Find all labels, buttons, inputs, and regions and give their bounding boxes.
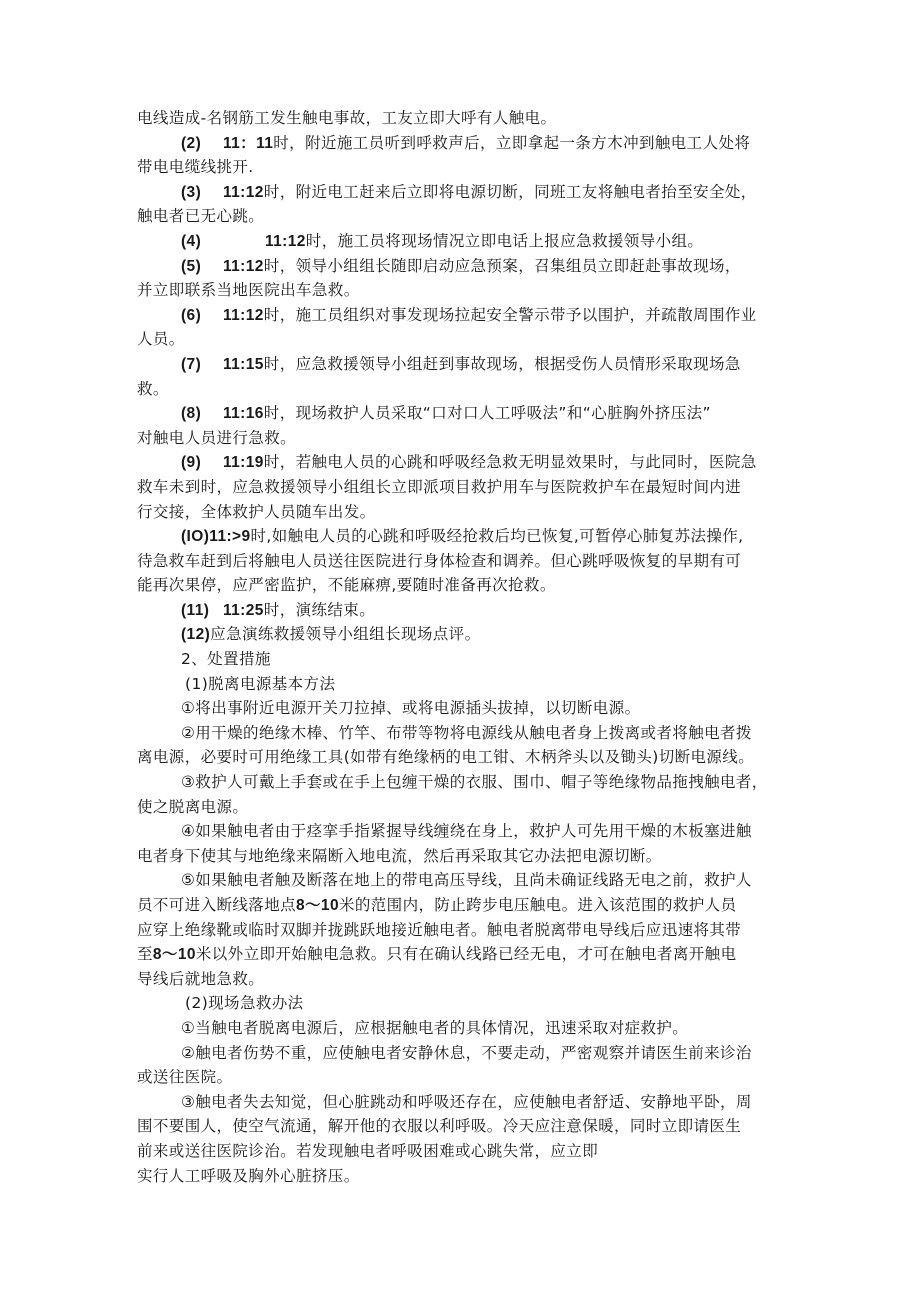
text-line: 应急演练救援领导小组组长现场点评。 <box>210 625 481 644</box>
text-line: 并立即联系当地医院出车急救。 <box>137 281 360 300</box>
text-line: 或送往医院。 <box>137 1068 233 1087</box>
step-number: (8) <box>181 405 202 423</box>
text-line: 导线后就地急救。 <box>137 969 265 988</box>
text-line: ④如果触电者由于痉挛手指紧握导线缠绕在身上，救护人可先用干燥的木板塞进触 <box>181 822 752 841</box>
text-line: 触电者已无心跳。 <box>137 207 265 226</box>
step-time: 11:19 <box>223 454 264 472</box>
step-time: 11:12 <box>265 232 306 250</box>
range-value: 8〜10 <box>296 897 339 914</box>
text-line: ②用干燥的绝缘木棒、竹竿、布带等物将电源线从触电者身上拨离或者将触电者拨 <box>181 723 752 742</box>
step-5 <box>137 254 797 279</box>
text-line: 救车未到时，应急救援领导小组组长立即派项目救护用车与医院救护车在最短时间内进 <box>137 477 742 496</box>
step-time: 11:15 <box>223 355 264 373</box>
step-time: 11:12 <box>223 306 264 324</box>
text-line: 时，应急救援领导小组赶到事故现场，根据受伤人员情形采取现场急 <box>263 354 741 373</box>
subsection-heading: (2)现场急救办法 <box>185 994 304 1013</box>
step-time: 11：11 <box>223 134 274 152</box>
text-line: 待急救车赶到后将触电人员送往医院进行身体检查和调养。但心跳呼吸恢复的早期有可 <box>137 551 742 570</box>
text-line: 时，现场救护人员采取“口对口人工呼吸法”和“心脏胸外挤压法” <box>263 404 711 423</box>
text-line: 时，附近电工赶来后立即将电源切断，同班工友将触电者抬至安全处， <box>263 182 757 201</box>
text-line: ③触电者失去知觉，但心脏跳动和呼吸还存在，应使触电者舒适、安静地平卧，周 <box>181 1092 752 1111</box>
text-line: 行交接，全体救护人员随车出发。 <box>137 502 376 521</box>
text-line: 使之脱离电源。 <box>137 797 249 816</box>
step-number: (7) <box>181 355 202 373</box>
text-line <box>137 942 797 967</box>
text-line: 救。 <box>137 379 169 398</box>
step-4 <box>137 229 797 254</box>
text-line: ①将出事附近电源开关刀拉掉、或将电源插头拔掉，以切断电源。 <box>181 699 641 718</box>
step-3 <box>137 180 797 205</box>
step-8 <box>137 401 797 426</box>
step-6 <box>137 303 797 328</box>
step-number: (11) <box>181 601 210 619</box>
text-line: 应穿上绝缘靴或临时双脚并拢跳跃地接近触电者。触电者脱离带电导线后应迅速将其带 <box>137 920 742 939</box>
step-number: (3) <box>181 183 202 201</box>
text-line: 时，若触电人员的心跳和呼吸经急救无明显效果时，与此同时，医院急 <box>263 453 757 472</box>
step-time: 11:25 <box>223 601 264 619</box>
text-line: 电线造成-名钢筋工发生触电事故，工友立即大呼有人触电。 <box>137 109 557 127</box>
step-number: (6) <box>181 306 202 324</box>
step-time: 11:12 <box>223 183 264 201</box>
text-line: 时，演练结束。 <box>263 600 376 619</box>
text-line: 时,如触电人员的心跳和呼吸经抢救后均已恢复,可暂停心肺复苏法操作, <box>250 527 744 546</box>
step-9 <box>137 450 797 475</box>
document-page <box>137 106 797 1188</box>
text-line: 时，附近施工员听到呼救声后，立即拿起一条方木冲到触电工人处将 <box>273 133 751 152</box>
text-line: 时，施工员将现场情况立即电话上报应急救援领导小组。 <box>305 231 704 250</box>
text-line: ③救护人可戴上手套或在手上包缠干燥的衣服、围巾、帽子等绝缘物品拖拽触电者， <box>181 773 768 792</box>
text-line: 人员。 <box>137 330 185 349</box>
text-line: 时，施工员组织对事发现场拉起安全警示带予以围护，并疏散周围作业 <box>263 305 757 324</box>
text-segment: 至 <box>137 945 153 964</box>
step-time: 11:16 <box>223 405 264 423</box>
subsection-heading: (1)脱离电源基本方法 <box>185 674 336 693</box>
text-line: ②触电者伤势不重，应使触电者安静休息，不要走动，严密观察并请医生前来诊治 <box>181 1043 752 1062</box>
text-line <box>137 893 797 918</box>
step-12 <box>137 622 797 647</box>
text-line: ⑤如果触电者触及断落在地上的带电高压导线，且尚未确证线路无电之前，救护人 <box>181 871 752 890</box>
step-7 <box>137 352 797 377</box>
text-line: 实行人工呼吸及胸外心脏挤压。 <box>137 1166 360 1185</box>
step-number: (4) <box>181 232 202 250</box>
text-segment: 员不可进入断线落地点 <box>137 896 297 914</box>
step-number: (5) <box>181 257 202 275</box>
step-time: 11:12 <box>223 257 264 275</box>
step-2 <box>137 131 797 156</box>
section-heading: 2、处置措施 <box>181 650 271 669</box>
text-line: 对触电人员进行急救。 <box>137 428 297 447</box>
text-line: ①当触电者脱离电源后，应根据触电者的具体情况，迅速采取对症救护。 <box>181 1018 689 1037</box>
text-segment: 米以外立即开始触电急救。只有在确认线路已经无电，才可在触电者离开触电 <box>195 945 737 964</box>
text-line: 能再次果停，应严密监护，不能麻痹,要随时准备再次抢救。 <box>137 576 556 595</box>
step-number: (9) <box>181 454 202 472</box>
text-line: 离电源，必要时可用绝缘工具(如带有绝缘柄的电工钳、木柄斧头以及锄头)切断电源线。 <box>137 748 755 767</box>
step-11 <box>137 598 797 623</box>
step-number: (2) <box>181 134 202 152</box>
text-line: 围不要围人，使空气流通，解开他的衣服以利呼吸。冷天应注意保暖，同时立即请医生 <box>137 1117 742 1136</box>
text-line: 电者身下使其与地绝缘来隔断入地电流，然后再采取其它办法把电源切断。 <box>137 846 662 865</box>
text-line: 带电电缆线挑开. <box>137 158 254 177</box>
step-number: (IO)11:>9 <box>181 528 251 546</box>
text-line: 时，领导小组组长随即启动应急预案，召集组员立即赶赴事故现场， <box>263 256 741 275</box>
range-value: 8〜10 <box>152 946 196 964</box>
step-10 <box>137 524 797 549</box>
text-line: 前来或送往医院诊治。若发现触电者呼吸困难或心跳失常，应立即 <box>137 1141 599 1160</box>
text-segment: 米的范围内，防止跨步电压触电。进入该范围的救护人员 <box>338 896 737 914</box>
step-number: (12) <box>181 626 211 644</box>
